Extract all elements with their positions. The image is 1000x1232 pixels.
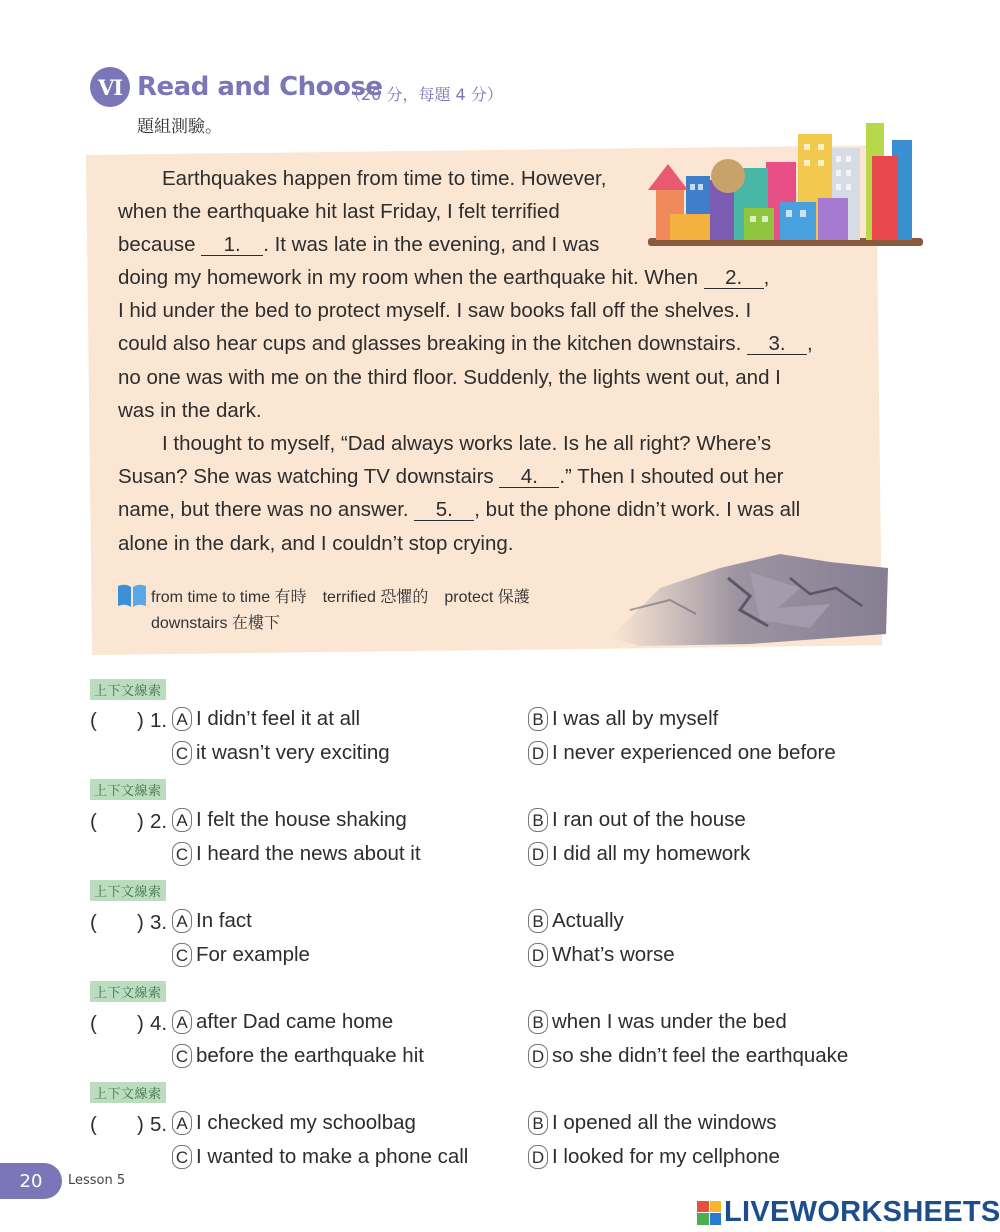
passage-line-12: alone in the dark, and I couldn’t stop crying. bbox=[118, 532, 514, 555]
option-c[interactable]: C I wanted to make a phone call bbox=[172, 1145, 468, 1169]
answer-paren-open: ( bbox=[90, 1113, 97, 1136]
passage-line-11: name, but there was no answer. 5. , but the phone didn’t work. I was all bbox=[118, 498, 801, 521]
option-c[interactable]: C before the earthquake hit bbox=[172, 1044, 424, 1068]
option-b[interactable]: B I was all by myself bbox=[528, 707, 718, 731]
option-a[interactable]: A I didn’t feel it at all bbox=[172, 707, 360, 731]
context-clue-tag: 上下文線索 bbox=[90, 679, 166, 700]
question-number: 4. bbox=[150, 1012, 168, 1035]
answer-paren-close[interactable]: ) bbox=[137, 810, 144, 833]
passage-line-6: could also hear cups and glasses breaking in the kitchen downstairs. 3. , bbox=[118, 332, 813, 355]
option-a[interactable]: A I felt the house shaking bbox=[172, 808, 407, 832]
option-b[interactable]: B I opened all the windows bbox=[528, 1111, 777, 1135]
rock-illustration bbox=[600, 548, 890, 648]
liveworksheets-brand[interactable] bbox=[697, 1196, 1000, 1229]
section-score: （20 分，每題 4 分） bbox=[345, 85, 503, 104]
vocab-line-1: from time to time 有時 terrified 恐懼的 protect 保護 bbox=[151, 589, 530, 606]
question-number: 5. bbox=[150, 1113, 168, 1136]
answer-paren-close[interactable]: ) bbox=[137, 911, 144, 934]
question-number: 1. bbox=[150, 709, 168, 732]
context-clue-tag: 上下文線索 bbox=[90, 981, 166, 1002]
option-a[interactable]: A after Dad came home bbox=[172, 1010, 393, 1034]
answer-paren-open: ( bbox=[90, 911, 97, 934]
option-a[interactable]: A I checked my schoolbag bbox=[172, 1111, 416, 1135]
option-c[interactable]: C it wasn’t very exciting bbox=[172, 741, 390, 765]
question-number: 2. bbox=[150, 810, 168, 833]
blank-2[interactable]: 2. bbox=[704, 268, 764, 289]
passage-line-10: Susan? She was watching TV downstairs 4. .” Then I shouted out her bbox=[118, 465, 784, 488]
passage-line-5: I hid under the bed to protect myself. I saw books fall off the shelves. I bbox=[118, 299, 752, 322]
answer-paren-open: ( bbox=[90, 810, 97, 833]
passage-line-8: was in the dark. bbox=[118, 399, 262, 422]
blank-3[interactable]: 3. bbox=[747, 334, 807, 355]
passage-line-4: doing my homework in my room when the earthquake hit. When 2. , bbox=[118, 266, 770, 289]
blank-1[interactable]: 1. bbox=[201, 235, 263, 256]
answer-paren-open: ( bbox=[90, 709, 97, 732]
city-illustration bbox=[640, 118, 925, 253]
passage-line-2: when the earthquake hit last Friday, I felt terrified bbox=[118, 200, 560, 223]
page-number: 20 bbox=[0, 1163, 62, 1199]
option-d[interactable]: D I looked for my cellphone bbox=[528, 1145, 780, 1169]
context-clue-tag: 上下文線索 bbox=[90, 1082, 166, 1103]
option-d[interactable]: D What’s worse bbox=[528, 943, 675, 967]
option-d[interactable]: D I never experienced one before bbox=[528, 741, 836, 765]
section-subtitle: 題組測驗。 bbox=[137, 117, 222, 137]
vocab-line-2: downstairs 在樓下 bbox=[151, 615, 280, 632]
section-title: Read and Choose bbox=[137, 72, 383, 102]
option-d[interactable]: D I did all my homework bbox=[528, 842, 750, 866]
passage-line-1: Earthquakes happen from time to time. However, bbox=[162, 167, 607, 190]
passage-line-9: I thought to myself, “Dad always works late. Is he all right? Where’s bbox=[162, 432, 772, 455]
option-d[interactable]: D so she didn’t feel the earthquake bbox=[528, 1044, 848, 1068]
context-clue-tag: 上下文線索 bbox=[90, 779, 166, 800]
passage-line-3: because 1. . It was late in the evening, and I was bbox=[118, 233, 600, 256]
blank-4[interactable]: 4. bbox=[499, 467, 559, 488]
option-c[interactable]: C For example bbox=[172, 943, 310, 967]
answer-paren-close[interactable]: ) bbox=[137, 1113, 144, 1136]
liveworksheets-logo-icon bbox=[697, 1201, 721, 1225]
brand-name: LIVEWORKSHEETS bbox=[724, 1196, 1000, 1228]
option-b[interactable]: B I ran out of the house bbox=[528, 808, 746, 832]
context-clue-tag: 上下文線索 bbox=[90, 880, 166, 901]
section-number-badge: VI bbox=[90, 67, 130, 107]
book-icon bbox=[117, 582, 147, 608]
option-b[interactable]: B when I was under the bed bbox=[528, 1010, 787, 1034]
answer-paren-open: ( bbox=[90, 1012, 97, 1035]
option-a[interactable]: A In fact bbox=[172, 909, 252, 933]
answer-paren-close[interactable]: ) bbox=[137, 709, 144, 732]
passage-line-7: no one was with me on the third floor. Suddenly, the lights went out, and I bbox=[118, 366, 781, 389]
answer-paren-close[interactable]: ) bbox=[137, 1012, 144, 1035]
lesson-label: Lesson 5 bbox=[68, 1173, 126, 1188]
question-number: 3. bbox=[150, 911, 168, 934]
option-c[interactable]: C I heard the news about it bbox=[172, 842, 421, 866]
option-b[interactable]: B Actually bbox=[528, 909, 624, 933]
blank-5[interactable]: 5. bbox=[414, 500, 474, 521]
